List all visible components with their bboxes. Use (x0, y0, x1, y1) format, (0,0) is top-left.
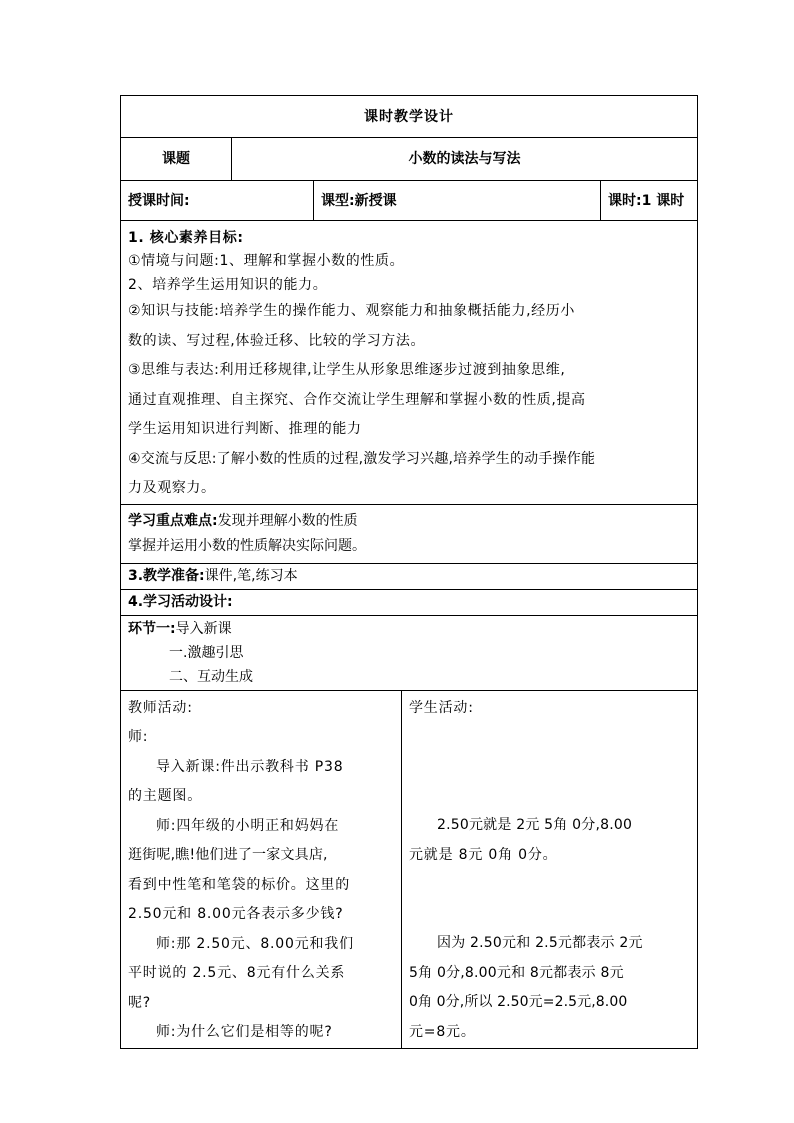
student-line: 2.50元就是 2元 5角 0分,8.00 (437, 817, 633, 833)
key-line-2: 掌握并运用小数的性质解决实际问题。 (128, 537, 366, 554)
huanjie-row (121, 615, 698, 690)
student-line: 5角 0分,8.00元和 8元都表示 8元 (409, 964, 624, 981)
goal-line: ④交流与反思:了解小数的性质的过程,激发学习兴趣,培养学生的动手操作能 (128, 450, 596, 467)
key-label: 学习重点难点: (128, 512, 218, 529)
teacher-line: 逛街呢,瞧!他们进了一家文具店, (128, 847, 328, 863)
goal-line: ③思维与表达:利用迁移规律,让学生从形象思维逐步过渡到抽象思维, (128, 362, 566, 378)
info-row (121, 181, 698, 221)
key-cell (121, 504, 698, 563)
key-line-1: 发现并理解小数的性质 (217, 512, 358, 529)
goals-cell (121, 221, 698, 505)
teacher-line: 平时说的 2.5元、8元有什么关系 (128, 965, 346, 981)
prep-label: 3.教学准备: (128, 568, 205, 584)
student-activity-cell (402, 690, 698, 1048)
teacher-line: 师: (128, 729, 149, 745)
teacher-line: 的主题图。 (128, 788, 202, 804)
student-line: 元=8元。 (409, 1023, 476, 1040)
goal-line: 数的读、写过程,体验迁移、比较的学习方法。 (128, 332, 426, 349)
class-hours-label: 课时:1 课时 (601, 181, 698, 221)
student-heading: 学生活动: (409, 699, 474, 716)
teacher-activity-cell (121, 690, 402, 1048)
teacher-line: 导入新课:件出示教科书 P38 (156, 758, 344, 775)
student-line: 0角 0分,所以 2.50元=2.5元,8.00 (409, 994, 628, 1010)
teacher-heading: 教师活动: (128, 699, 193, 716)
student-line: 元就是 8元 0角 0分。 (409, 846, 558, 863)
teacher-line: 师:四年级的小明正和妈妈在 (156, 817, 340, 834)
goal-line: 通过直观推理、自主探究、合作交流让学生理解和掌握小数的性质,提高 (128, 391, 586, 408)
goal-line: ②知识与技能:培养学生的操作能力、观察能力和抽象概括能力,经历小 (128, 303, 575, 319)
teacher-line: 看到中性笔和笔袋的标价。这里的 (128, 876, 350, 893)
class-type-label: 课型:新授课 (314, 181, 601, 221)
huanjie-cell (121, 615, 698, 690)
class-time-label: 授课时间: (121, 181, 314, 221)
prep-cell (121, 563, 698, 589)
spacer (409, 870, 690, 929)
prep-row (121, 563, 698, 589)
goal-line: ①情境与问题:1、理解和掌握小数的性质。 (128, 253, 405, 269)
goal-line: 力及观察力。 (128, 480, 216, 496)
teacher-line: 师:那 2.50元、8.00元和我们 (156, 935, 354, 952)
teacher-line: 呢? (128, 994, 152, 1011)
spacer (409, 723, 690, 782)
goals-row (121, 221, 698, 505)
student-line: 因为 2.50元和 2.5元都表示 2元 (437, 935, 643, 951)
huanjie-value: 导入新课 (175, 620, 232, 637)
goal-line: 2、培养学生运用知识的能力。 (128, 277, 328, 293)
prep-value: 课件,笔,练习本 (204, 568, 298, 584)
huanjie-label: 环节一: (128, 620, 176, 637)
lesson-plan-table (120, 95, 698, 1049)
keti-row (121, 138, 698, 181)
keti-label: 课题 (121, 138, 232, 181)
keti-value: 小数的读法与写法 (232, 138, 698, 181)
activity-row (121, 690, 698, 1048)
activity-heading-row (121, 589, 698, 615)
key-row (121, 504, 698, 563)
teacher-line: 师:为什么它们是相等的呢? (156, 1024, 333, 1040)
huanjie-sub-1: 一.激趣引思 (169, 644, 244, 661)
teacher-line: 2.50元和 8.00元各表示多少钱? (128, 906, 344, 922)
goals-heading: 1. 核心素养目标: (128, 230, 244, 246)
huanjie-sub-2: 二、互动生成 (169, 668, 253, 685)
activity-heading: 4.学习活动设计: (121, 589, 698, 615)
title-row (121, 96, 698, 138)
page-title: 课时教学设计 (121, 96, 698, 138)
spacer (409, 782, 690, 811)
goal-line: 学生运用知识进行判断、推理的能力 (128, 421, 362, 437)
